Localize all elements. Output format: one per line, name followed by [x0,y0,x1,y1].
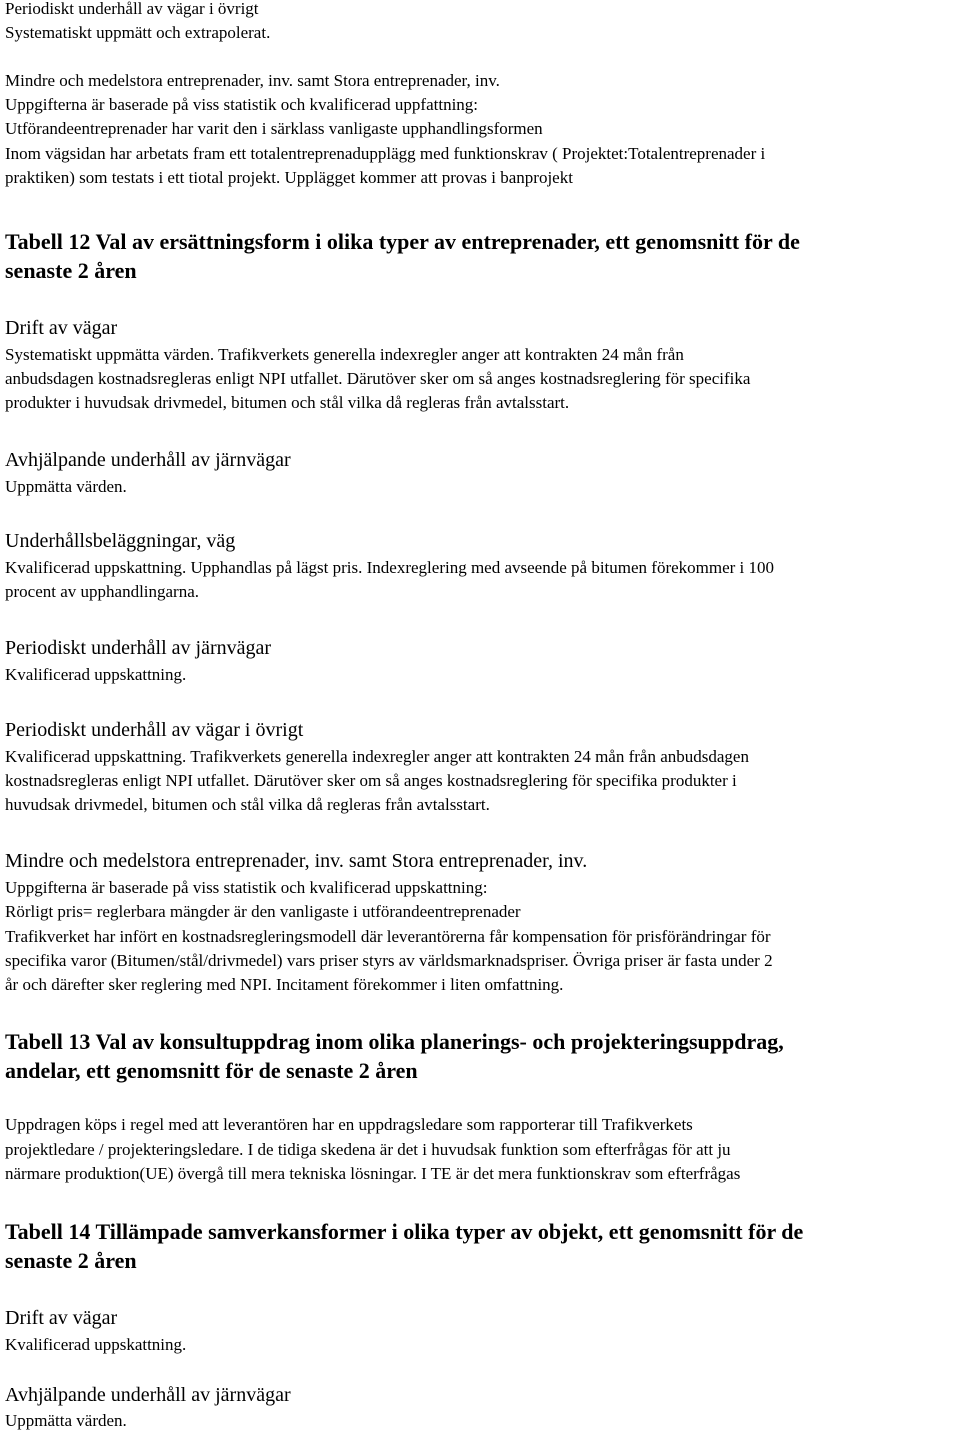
section-title: Periodiskt underhåll av vägar i övrigt [5,719,304,741]
intro-line: Mindre och medelstora entreprenader, inv. samt Stora entreprenader, inv. [5,71,500,90]
section-line: Rörligt pris= reglerbara mängder är den vanligaste i utförandeentreprenader [5,902,521,921]
section-line: år och därefter sker reglering med NPI. Incitament förekommer i liten omfattning. [5,975,564,994]
section-line: Uppmätta värden. [5,477,127,496]
section-title: Drift av vägar [5,1307,118,1329]
table13-heading: andelar, ett genomsnitt för de senaste 2 åren [5,1058,418,1083]
section-title: Avhjälpande underhåll av järnvägar [5,1384,291,1406]
section-line: specifika varor (Bitumen/stål/drivmedel) vars priser styrs av världsmarknadspriser. Övriga priser är fasta under 2 [5,951,773,970]
intro-line: Utförandeentreprenader har varit den i särklass vanligaste upphandlingsformen [5,119,543,138]
table14-heading: Tabell 14 Tillämpade samverkansformer i olika typer av objekt, ett genomsnitt för de [5,1219,804,1244]
table13-heading: Tabell 13 Val av konsultuppdrag inom olika planerings- och projekteringsuppdrag, [5,1029,784,1054]
table13-line: närmare produktion(UE) övergå till mera tekniska lösningar. I TE är det mera funktionskrav som efterfrågas [5,1164,741,1183]
intro-line: praktiken) som testats i ett tiotal projekt. Upplägget kommer att provas i banprojekt [5,168,573,187]
intro-line: Uppgifterna är baserade på viss statistik och kvalificerad uppfattning: [5,95,479,114]
section-line: Uppgifterna är baserade på viss statistik och kvalificerad uppskattning: [5,878,488,897]
section-line: kostnadsregleras enligt NPI utfallet. Därutöver sker om så anges kostnadsreglering för specifika produkter i [5,771,737,790]
section-title: Drift av vägar [5,317,118,339]
section-line: Trafikverket har infört en kostnadsregleringsmodell där leverantörerna får kompensation för prisförändringar för [5,927,771,946]
section-line: produkter i huvudsak drivmedel, bitumen och stål vilka då regleras från avtalsstart. [5,393,570,412]
intro-line: Systematiskt uppmätt och extrapolerat. [5,23,271,42]
section-line: Kvalificerad uppskattning. Upphandlas på lägst pris. Indexreglering med avseende på bitumen förekommer i 100 [5,558,775,577]
section-line: huvudsak drivmedel, bitumen och stål vilka då regleras från avtalsstart. [5,795,490,814]
section-title: Mindre och medelstora entreprenader, inv. samt Stora entreprenader, inv. [5,850,588,872]
section-line: Kvalificerad uppskattning. [5,1335,187,1354]
section-line: procent av upphandlingarna. [5,582,200,601]
section-line: Systematiskt uppmätta värden. Trafikverkets generella indexregler anger att kontrakten 24 mån från [5,345,684,364]
table12-heading: Tabell 12 Val av ersättningsform i olika typer av entreprenader, ett genomsnitt för de [5,229,800,254]
table14-heading: senaste 2 åren [5,1248,137,1273]
section-line: Kvalificerad uppskattning. Trafikverkets generella indexregler anger att kontrakten 24 mån från anbudsdagen [5,747,749,766]
table13-line: Uppdragen köps i regel med att leverantören har en uppdragsledare som rapporterar till Trafikverkets [5,1115,693,1134]
section-line: Uppmätta värden. [5,1411,127,1430]
section-line: anbudsdagen kostnadsregleras enligt NPI utfallet. Därutöver sker om så anges kostnadsreglering för specifika [5,369,751,388]
intro-line: Inom vägsidan har arbetats fram ett totalentreprenadupplägg med funktionskrav ( Projektet:Totalentreprenader i [5,144,766,163]
table13-line: projektledare / projekteringsledare. I de tidiga skedena är det i huvudsak funktion som efterfrågas för att ju [5,1140,731,1159]
table12-heading: senaste 2 åren [5,258,137,283]
section-line: Kvalificerad uppskattning. [5,665,187,684]
section-title: Avhjälpande underhåll av järnvägar [5,449,291,471]
intro-subheading: Periodiskt underhåll av vägar i övrigt [5,0,259,18]
section-title: Periodiskt underhåll av järnvägar [5,637,272,659]
section-title: Underhållsbeläggningar, väg [5,530,236,552]
